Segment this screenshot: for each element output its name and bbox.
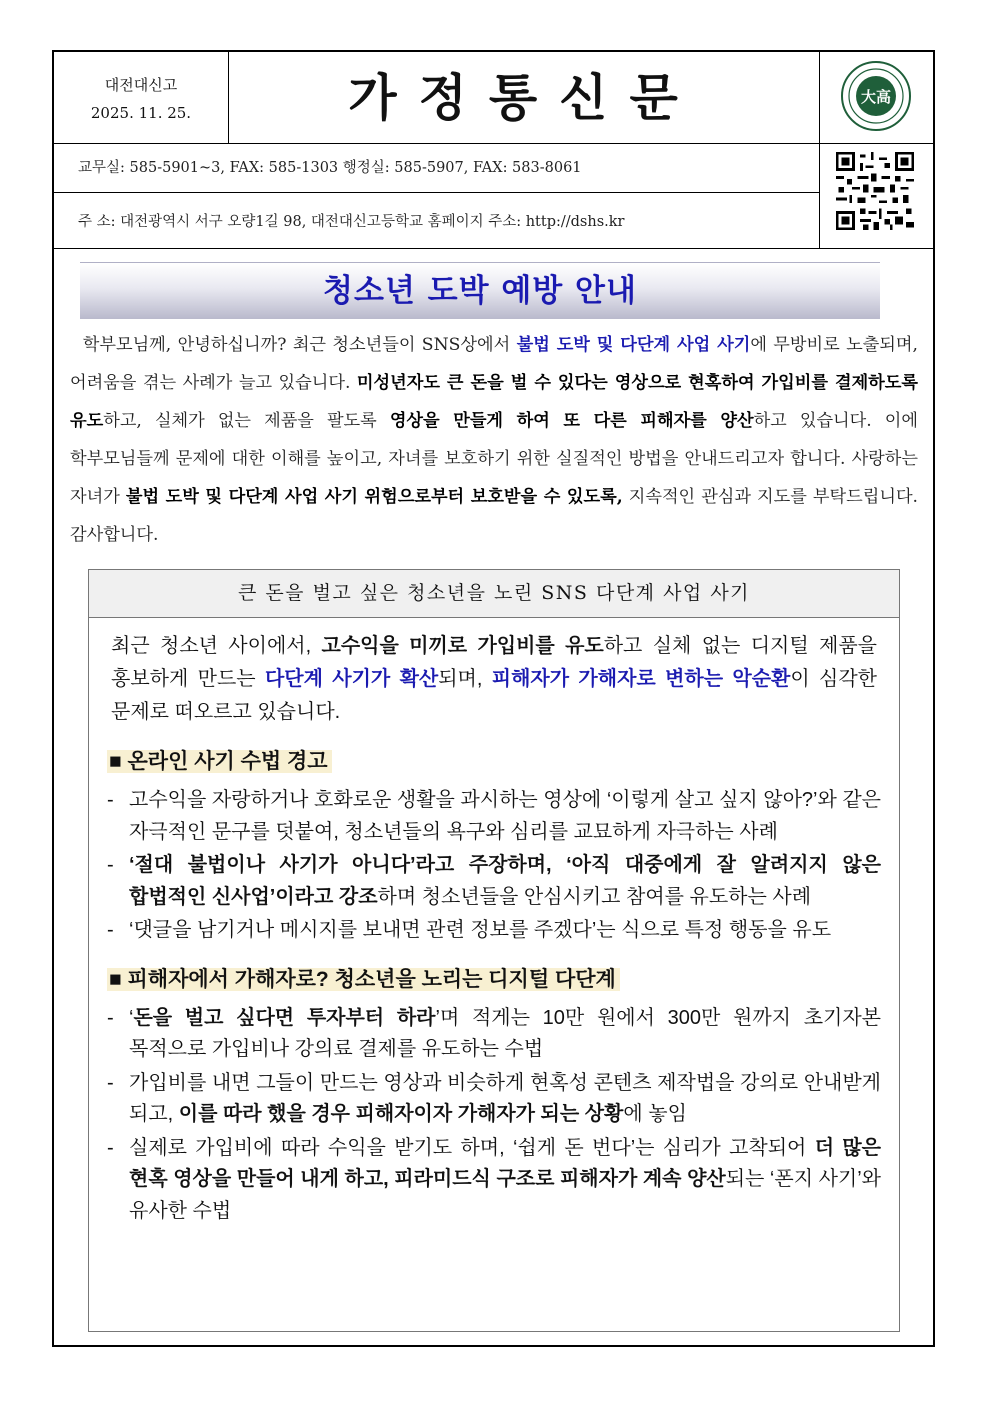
list-item: - 고수익을 자랑하거나 호화로운 생활을 과시하는 영상에 ‘이렇게 살고 싶지 않아?’와 같은 자극적인 문구를 덧붙여, 청소년들의 욕구와 심리를 교묘하게 자극하는 사례 [107,789,881,843]
item-text: 에 놓임 [623,1103,687,1125]
item-text: 되는 ‘폰지 사기’와 유사한 수법 [129,1168,881,1222]
intro-text: 하고, 실체가 없는 제품을 팔도록 [103,411,390,431]
lead-text: 이 심각한 문제로 떠오르고 있습니다. [111,668,877,723]
header-divider-3 [54,248,933,249]
header-divider-2 [54,192,819,193]
list-item: - ‘댓글을 남기거나 메시지를 보내면 관련 정보를 주겠다’는 식으로 특정 행동을 유도 [107,919,832,941]
list-item: - ‘절대 불법이나 사기가 아니다’라고 주장하며, ‘아직 대중에게 잘 알려지지 않은 합법적인 신사업’이라고 강조하며 청소년들을 안심시키고 참여를 유도하는 사례 [107,854,881,908]
intro-highlight: 불법 도박 및 다단계 사업 사기 [516,335,751,355]
list-item: - ‘돈을 벌고 싶다면 투자부터 하라’며 적게는 10만 원에서 300만 원까지 초기자본 목적으로 가입비나 강의료 결제를 유도하는 수법 [107,1006,881,1060]
warning-list [107,785,881,947]
masthead-title: 가정통신문 [348,69,700,127]
notice-title-bar [80,262,880,319]
intro-paragraph [70,326,918,554]
box-body [89,618,899,1227]
header-divider-1 [54,143,933,144]
item-text: ‘댓글을 남기거나 메시지를 보내면 관련 정보를 주겠다’는 식으로 특정 행동을 유도 [129,919,832,941]
intro-text: 학부모님께, 안녕하십니까? 최근 청소년들이 SNS상에서 [82,335,517,355]
item-highlight: ‘절대 불법이나 사기가 아니다’라고 주장하며, ‘아직 대중에게 잘 알려지지 않은 합법적인 신사업’이라고 강조 [129,854,881,908]
scam-warning-box [88,569,900,1332]
lead-text: 되며, [438,668,492,690]
qr-code-icon[interactable] [836,152,914,230]
multilevel-list [107,1003,881,1228]
lead-highlight: 고수익을 미끼로 가입비를 유도 [321,635,604,657]
intro-text: 에 무방비로 노출되며, 어려움을 겪는 사례가 늘고 있습니다. [70,335,918,393]
item-text: 고수익을 자랑하거나 호화로운 생활을 과시하는 영상에 ‘이렇게 살고 싶지 않아?’와 같은 자극적인 문구를 덧붙여, 청소년들의 욕구와 심리를 교묘하게 자극하는 사례 [129,789,881,843]
intro-highlight: 미성년자도 큰 돈을 벌 수 있다는 영상으로 현혹하여 가입비를 결제하도록 유도 [70,373,918,431]
box-lead [107,630,881,729]
item-highlight: 더 많은 현혹 영상을 만들어 내게 하고, 피라미드식 구조로 피해자가 계속 양산 [129,1136,881,1190]
school-emblem-icon [840,60,912,132]
lead-text: 하고 실체 없는 디지털 제품을 홍보하게 만드는 [111,635,877,690]
intro-text: 지속적인 관심과 지도를 부탁드립니다. 감사합니다. [70,487,919,545]
item-highlight: 이를 따라 했을 경우 피해자이자 가해자가 되는 상황 [178,1103,624,1125]
list-item: - 가입비를 내면 그들이 만드는 영상과 비슷하게 현혹성 콘텐츠 제작법을 강의로 안내받게 되고, 이를 따라 했을 경우 피해자이자 가해자가 되는 상황에 놓임 [107,1071,881,1125]
item-text: 실제로 가입비에 따라 수익을 받기도 하며, ‘쉽게 돈 번다’는 심리가 고착되어 [129,1136,815,1159]
item-text: 하며 청소년들을 안심시키고 참여를 유도하는 사례 [377,885,812,908]
intro-highlight: 불법 도박 및 다단계 사업 사기 위험으로부터 보호받을 수 있도록, [125,487,623,507]
issue-date: 2025. 11. 25. [90,104,192,122]
section-heading-multilevel: ■ 피해자에서 가해자로? 청소년을 노리는 디지털 다단계 [107,965,881,995]
contact-info: 교무실: 585-5901~3, FAX: 585-1303 행정실: 585-5907, FAX: 583-8061 [78,160,582,176]
item-text: 가입비를 내면 그들이 만드는 영상과 비슷하게 현혹성 콘텐츠 제작법을 강의로 안내받게 되고, [129,1071,881,1125]
lead-highlight: 다단계 사기가 확산 [264,668,439,690]
list-item: - 실제로 가입비에 따라 수익을 받기도 하며, ‘쉽게 돈 번다’는 심리가 고착되어 더 많은 현혹 영상을 만들어 내게 하고, 피라미드식 구조로 피해자가 계속 양산되는 ‘폰지 사기’와 유사한 수법 [107,1136,881,1222]
item-text: ’며 적게는 10만 원에서 300만 원까지 초기자본 목적으로 가입비나 강의료 결제를 유도하는 수법 [129,1006,881,1060]
item-highlight: 돈을 벌고 싶다면 투자부터 하라 [133,1006,436,1029]
school-name: 대전대신고 [104,76,178,94]
intro-text: 하고 있습니다. 이에 학부모님들께 문제에 대한 이해를 높이고, 자녀를 보호하기 위한 실질적인 방법을 안내드리고자 합니다. 사랑하는 자녀가 [70,411,918,507]
lead-highlight: 피해자가 가해자로 변하는 악순환 [491,668,791,690]
lead-text: 최근 청소년 사이에서, [111,635,322,657]
emblem-label: 大高 [860,88,892,106]
notice-title: 청소년 도박 예방 안내 [323,273,637,309]
address-info: 주 소: 대전광역시 서구 오량1길 98, 대전대신고등학교 홈페이지 주소: http://dshs.kr [78,214,625,230]
section-heading-warning: ■ 온라인 사기 수법 경고 [107,747,881,777]
box-heading: 큰 돈을 벌고 싶은 청소년을 노린 SNS 다단계 사업 사기 [89,570,899,618]
intro-highlight: 영상을 만들게 하여 또 다른 피해자를 양산 [389,411,754,431]
header-divider-right [819,52,820,248]
